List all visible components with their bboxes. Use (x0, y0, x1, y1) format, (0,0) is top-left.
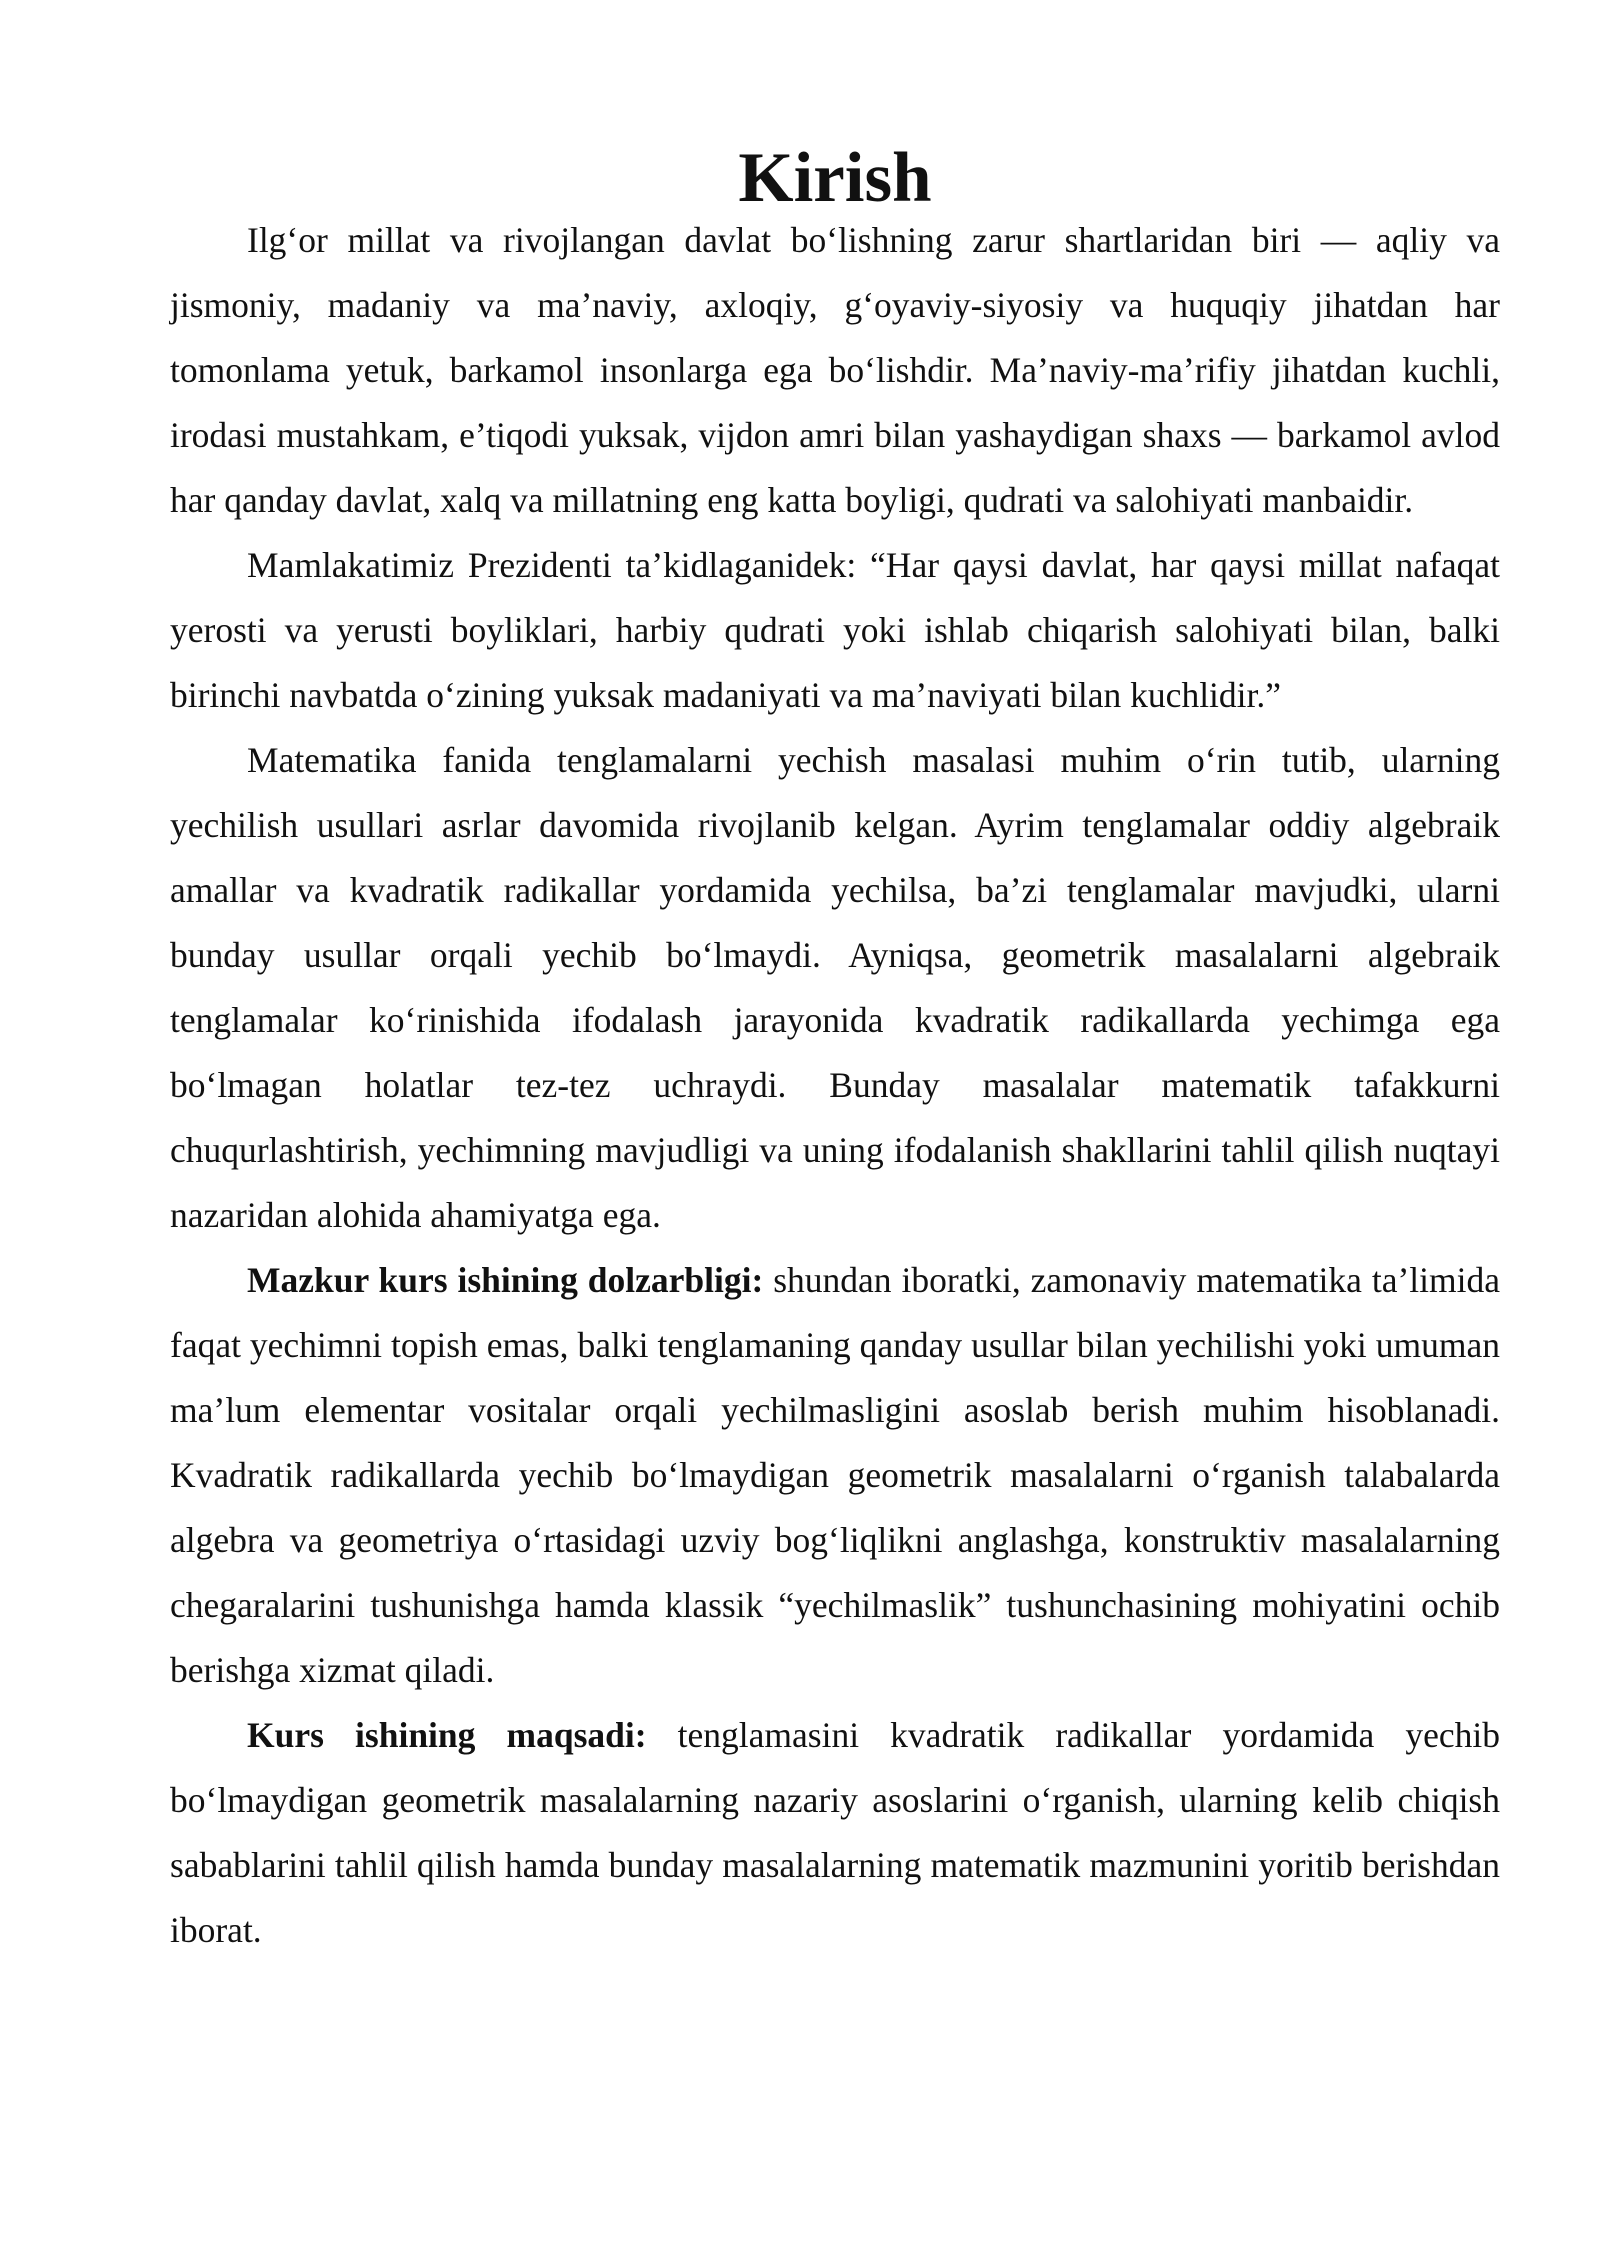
paragraph-lead-relevance: Mazkur kurs ishining dolzarbligi: (247, 1260, 764, 1300)
paragraph-mathematics (170, 728, 1500, 1248)
paragraph-text: Ilg‘or millat va rivojlangan davlat bo‘lishning zarur shartlaridan biri — aqliy va jismoniy, madaniy va ma’naviy, axloqiy, g‘oyaviy-siyosiy va huquqiy jihatdan har tomonlama yetuk, barkamol insonlarga ega bo‘lishdir. Ma’naviy-ma’rifiy jihatdan kuchli, irodasi mustahkam, e’tiqodi yuksak, vijdon amri bilan yashaydigan shaxs — barkamol avlod har qanday davlat, xalq va millatning eng katta boyligi, qudrati va salohiyati manbaidir. (170, 220, 1500, 520)
paragraph-relevance (170, 1248, 1500, 1703)
page-title: Kirish (738, 139, 932, 217)
document-body (170, 139, 1500, 1963)
paragraph-text: Mamlakatimiz Prezidenti ta’kidlaganidek: “Har qaysi davlat, har qaysi millat nafaqat yerosti va yerusti boyliklari, harbiy qudrati yoki ishlab chiqarish salohiyati bilan, balki birinchi navbatda o‘zining yuksak madaniyati va ma’naviyati bilan kuchlidir.” (170, 545, 1500, 715)
paragraph-lead-goal: Kurs ishining maqsadi: (247, 1715, 647, 1755)
paragraph-text: Matematika fanida tenglamalarni yechish masalasi muhim o‘rin tutib, ularning yechilish usullari asrlar davomida rivojlanib kelgan. Ayrim tenglamalar oddiy algebraik amallar va kvadratik radikallar yordamida yechilsa, ba’zi tenglamalar mavjudki, ularni bunday usullar orqali yechib bo‘lmaydi. Ayniqsa, geometrik masalalarni algebraik tenglamalar ko‘rinishida ifodalash jarayonida kvadratik radikallarda yechimga ega bo‘lmagan holatlar tez-tez uchraydi. Bunday masalalar matematik tafakkurni chuqurlashtirish, yechimning mavjudligi va uning ifodalanish shakllarini tahlil qilish nuqtayi nazaridan alohida ahamiyatga ega. (170, 740, 1500, 1235)
paragraph-text: shundan iboratki, zamonaviy matematika ta’limida faqat yechimni topish emas, balki tenglamaning qanday usullar bilan yechilishi yoki umuman ma’lum elementar vositalar orqali yechilmasligini asoslab berish muhim hisoblanadi. Kvadratik radikallarda yechib bo‘lmaydigan geometrik masalalarni o‘rganish talabalarda algebra va geometriya o‘rtasidagi uzviy bog‘liqlikni anglashga, konstruktiv masalalarning chegaralarini tushunishga hamda klassik “yechilmaslik” tushunchasining mohiyatini ochib berishga xizmat qiladi. (170, 1260, 1500, 1690)
paragraph-president-quote (170, 533, 1500, 728)
paragraph-intro (170, 208, 1500, 533)
paragraph-text: tenglamasini kvadratik radikallar yordamida yechib bo‘lmaydigan geometrik masalalarning nazariy asoslarini o‘rganish, ularning kelib chiqish sabablarini tahlil qilish hamda bunday masalalarning matematik mazmunini yoritib berishdan iborat. (170, 1715, 1500, 1950)
paragraph-goal (170, 1703, 1500, 1963)
